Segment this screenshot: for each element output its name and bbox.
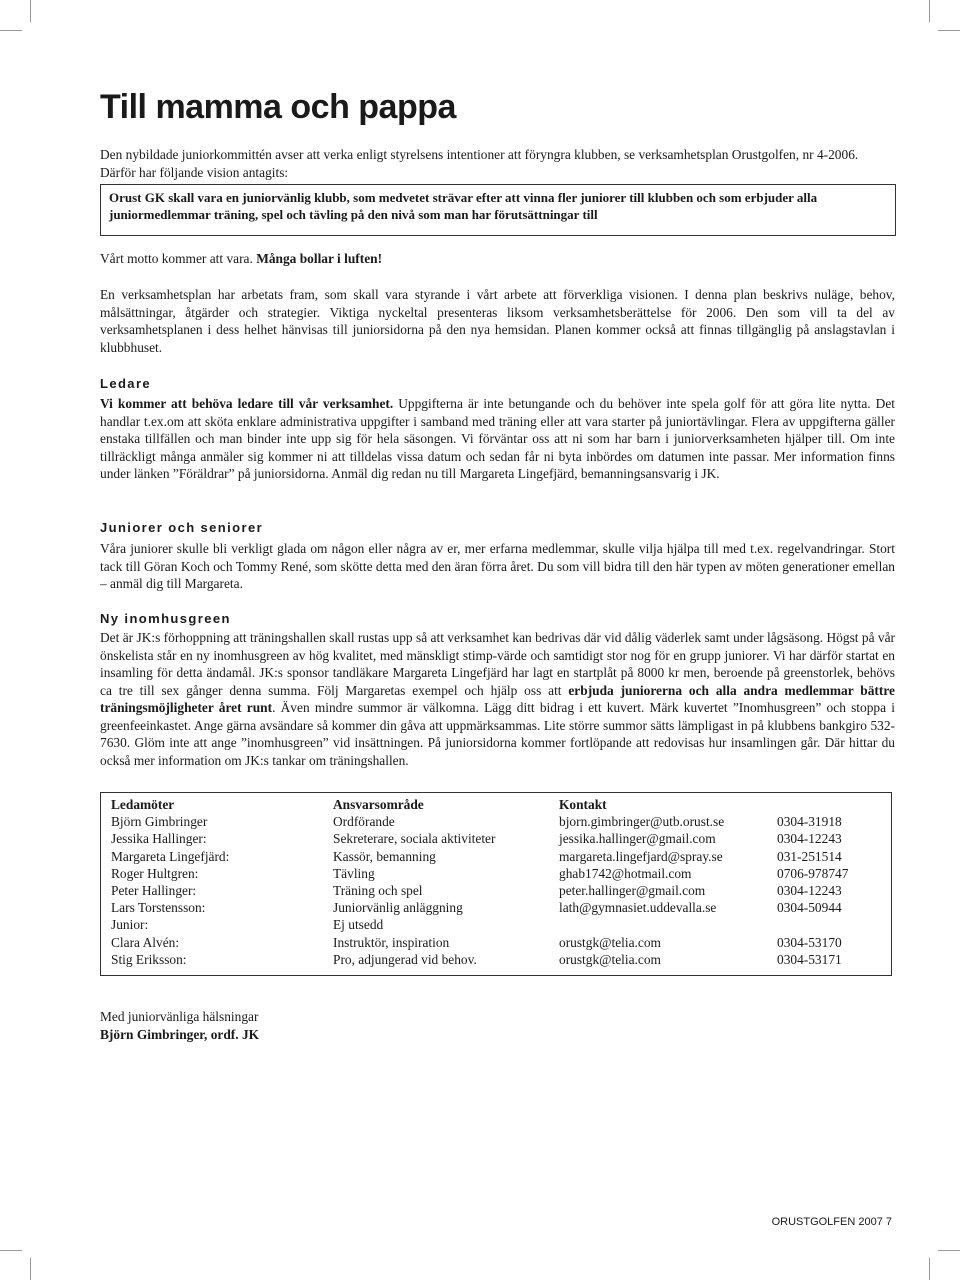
crop-mark-top-right-v: [929, 0, 930, 22]
responsibility: Sekreterare, sociala aktiviteter: [333, 831, 496, 847]
email: ghab1742@hotmail.com: [559, 865, 692, 881]
ledare-lead: Vi kommer att behöva ledare till vår verksamhet.: [100, 396, 394, 411]
crop-mark-top-left: [0, 30, 22, 31]
closing: [100, 1008, 259, 1043]
green-text-2: . Även mindre summor är välkomna. Lägg ditt bidrag i ett kuvert. Märk kuvertet ”Inomhusgreen” och stoppa i greenfeeinkastet. Ange gärna avsändare så kommer din gåva att uppmärksammas. Lite större summor sätts lämpligast in på klubbens bankgiro 532-7630. Glöm inte att ange ”inomhusgreen” vid insättningen. På juniorsidorna kommer fortlöpande att redovisas hur insamlingen går. Där hittar du också mer information om JK:s tankar om träningshallen.: [100, 700, 895, 768]
header-phone: [777, 797, 887, 814]
responsibility: Kassör, bemanning: [333, 848, 436, 864]
table-row: [111, 935, 887, 952]
table-row: [111, 849, 887, 866]
green-heading: Ny inomhusgreen: [100, 611, 231, 626]
crop-mark-bottom-right: [938, 1250, 960, 1251]
crop-mark-top-left-v: [30, 0, 31, 22]
phone: 0706-978747: [777, 865, 849, 881]
ledare-paragraph: [100, 395, 895, 483]
green-paragraph: [100, 629, 895, 769]
responsibility: Tävling: [333, 865, 375, 881]
email: peter.hallinger@gmail.com: [559, 882, 706, 898]
email: bjorn.gimbringer@utb.orust.se: [559, 814, 725, 830]
table-row: [111, 917, 887, 934]
table-header-row: [111, 797, 887, 814]
crop-mark-bottom-right-v: [929, 1258, 930, 1280]
responsibility: Ej utsedd: [333, 917, 384, 933]
page-title: Till mamma och pappa: [100, 88, 456, 126]
email: margareta.lingefjard@spray.se: [559, 848, 723, 864]
crop-mark-top-right: [938, 30, 960, 31]
responsibility: Ordförande: [333, 814, 395, 830]
vision-box: Orust GK skall vara en juniorvänlig klubb, som medvetet strävar efter att vinna fler juniorer till klubben och som erbjuder alla juniormedlemmar träning, spel och tävling på den nivå som man har förutsättningar till: [100, 184, 896, 236]
green-bold: erbjuda juniorerna och alla andra medlemmar bättre träningsmöjligheter året runt: [100, 682, 895, 715]
green-text-1: Det är JK:s förhoppning att träningshallen skall rustas upp så att verksamhet kan bedrivas där vid dålig väderlek samt under lågsäsong. Högst på vår önskelista står en ny inomhusgreen av hög kvalitet, med mänskligt stimp-värde och samtidigt stor nog för en grupp juniorer. Vi har därför startat en insamling för detta ändamål. JK:s sponsor tandläkare Margareta Lingefjärd har lagt en startplåt på 8000 kr men, beroende på greenstorlek, behövs ca tre till sex gånger denna summa. Följ Margaretas exempel och hjälp oss att: [100, 630, 895, 698]
table-row: [111, 883, 887, 900]
header-members: Ledamöter: [111, 797, 175, 812]
phone: 0304-12243: [777, 882, 842, 898]
responsibility: Instruktör, inspiration: [333, 934, 450, 950]
page-footer: ORUSTGOLFEN 2007 7: [771, 1216, 892, 1228]
table-row: [111, 866, 887, 883]
crop-mark-bottom-left-v: [30, 1258, 31, 1280]
email: jessika.hallinger@gmail.com: [559, 831, 716, 847]
junior-paragraph: Våra juniorer skulle bli verkligt glada om någon eller några av er, mer erfarna medlemmar, skulle vilja hjälpa till med t.ex. regelvandringar. Stort tack till Göran Koch och Tommy René, som skötte detta med den äran förra året. Du som vill bidra till den här typen av möten generationer emellan – anmäl dig till Margareta.: [100, 541, 895, 591]
member-name: Peter Hallinger:: [111, 882, 197, 898]
phone: [777, 917, 887, 934]
crop-mark-bottom-left: [0, 1250, 22, 1251]
table-row: [111, 831, 887, 848]
member-name: Stig Eriksson:: [111, 951, 187, 967]
committee-table-box: [100, 792, 892, 976]
motto-prefix: Vårt motto kommer att vara.: [100, 251, 257, 266]
table-row: [111, 952, 887, 969]
member-name: Jessika Hallinger:: [111, 831, 207, 847]
phone: 0304-31918: [777, 814, 842, 830]
member-name: Margareta Lingefjärd:: [111, 848, 230, 864]
intro-paragraph: Den nybildade juniorkommittén avser att verka enligt styrelsens intentioner att föryngra klubben, se verksamhetsplan Orustgolfen, nr 4-2006. Därför har följande vision antagits:: [100, 147, 859, 180]
phone: 0304-53171: [777, 951, 842, 967]
header-area: Ansvarsområde: [333, 797, 424, 812]
plan-paragraph: En verksamhetsplan har arbetats fram, som skall vara styrande i vårt arbete att förverkliga visionen. I denna plan beskrivs nuläge, behov, målsättningar, åtgärder och strategier. Viktiga nyckeltal presenteras liksom verksamhetsberättelse för 2006. Den som vill ta del av verksamhetsplanen i dess helhet hänvisas till juniorsidorna på den nya hemsidan. Planen kommer också att finnas tillgänglig på anslagstavlan i klubbhuset.: [100, 287, 895, 355]
member-name: Björn Gimbringer: [111, 814, 208, 830]
greeting-text: Med juniorvänliga hälsningar: [100, 1009, 259, 1024]
email: lath@gymnasiet.uddevalla.se: [559, 900, 717, 916]
member-name: Roger Hultgren:: [111, 865, 199, 881]
phone: 0304-50944: [777, 900, 842, 916]
committee-table: [111, 797, 887, 969]
member-name: Junior:: [111, 917, 149, 933]
email: [559, 917, 777, 934]
table-row: [111, 814, 887, 831]
member-name: Lars Torstensson:: [111, 900, 206, 916]
ledare-text: Uppgifterna är inte betungande och du behöver inte spela golf för att göra lite nytta. Det handlar t.ex.om att sköta enklare administrativa uppgifter i samband med träning eller att vara starter på juniortävlingar. Flera av uppgifterna gäller enstaka tillfällen och man binder inte upp sig för hela säsongen. Vi förväntar oss att ni som har barn i juniorverksamheten hjälper till. Om inte tillräckligt många anmäler sig kommer ni att tilldelas vissa datum och sedan får ni byta inbördes om datumen inte passar. Mer information finns under länken ”Föräldrar” på juniorsidorna. Anmäl dig redan nu till Margareta Lingefjärd, bemanningsansvarig i JK.: [100, 396, 895, 481]
responsibility: Juniorvänlig anläggning: [333, 900, 463, 916]
phone: 0304-53170: [777, 934, 842, 950]
phone: 031-251514: [777, 848, 842, 864]
header-contact: Kontakt: [559, 797, 607, 812]
motto-paragraph: [100, 250, 895, 268]
junior-heading: Juniorer och seniorer: [100, 520, 264, 535]
email: orustgk@telia.com: [559, 934, 661, 950]
ledare-heading: Ledare: [100, 376, 152, 391]
signature-text: Björn Gimbringer, ordf. JK: [100, 1026, 260, 1042]
email: orustgk@telia.com: [559, 951, 661, 967]
responsibility: Pro, adjungerad vid behov.: [333, 951, 477, 967]
table-row: [111, 900, 887, 917]
motto-slogan: Många bollar i luften!: [256, 251, 383, 266]
responsibility: Träning och spel: [333, 882, 423, 898]
member-name: Clara Alvén:: [111, 934, 180, 950]
phone: 0304-12243: [777, 831, 842, 847]
